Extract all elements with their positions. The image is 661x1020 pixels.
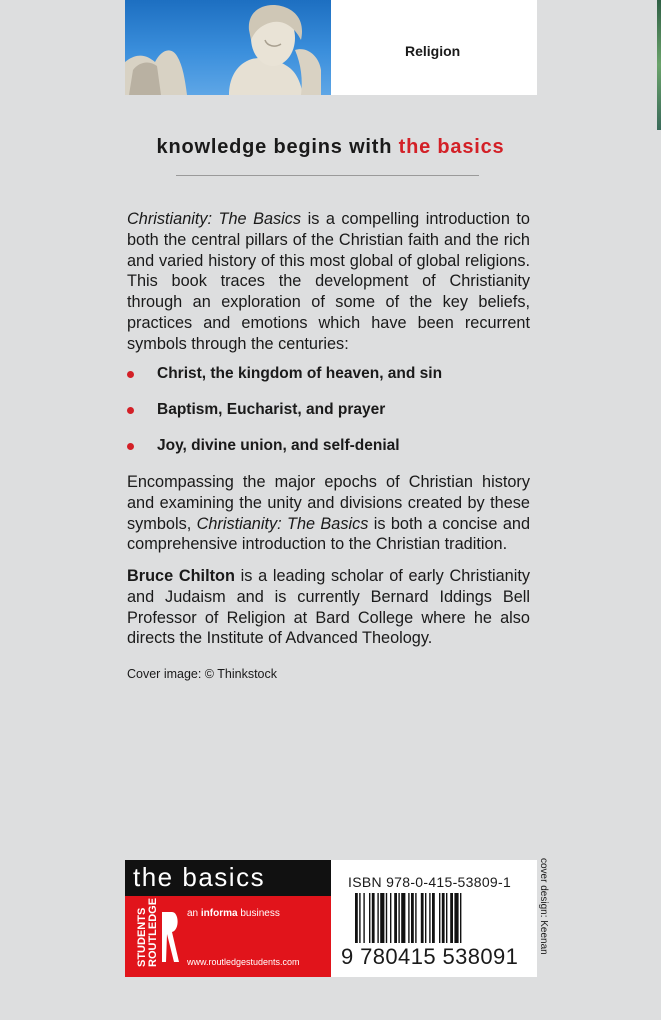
bullet-dot-icon (127, 443, 134, 450)
subject-box (331, 0, 537, 95)
cover-credit: Cover image: © Thinkstock (127, 667, 278, 681)
list-item: Joy, divine union, and self-denial (127, 436, 530, 472)
list-item: Christ, the kingdom of heaven, and sin (127, 364, 530, 400)
list-item: Baptism, Eucharist, and prayer (127, 400, 530, 436)
topic-list (127, 364, 530, 472)
author-bio-text: is a leading scholar of early Christianity and Judaism and is currently Bernard Iddings Bell Professor of Religion at Bard College where he also directs the Institute of Advanced Theology. (127, 567, 530, 648)
summary-end: is both a concise and comprehensive introduction to the Christian tradition. (127, 514, 531, 554)
isbn-label: ISBN 978-0-415-53809-1 (348, 874, 512, 890)
intro-paragraph (127, 209, 530, 355)
intro-text: is a compelling introduction to both the central pillars of the Christian faith and the rich and varied history of this most global of global religions. This book traces the development of Christianity through an exploration of some of the key beliefs, practices and emotions which have been recurrent symbols through the centuries: (127, 210, 530, 353)
informa-tagline: an informa business (187, 908, 280, 919)
series-logo: the basics (133, 862, 266, 892)
tagline-prefix: knowledge begins with (156, 136, 393, 158)
barcode-box (331, 860, 537, 977)
series-tagline (0, 136, 661, 159)
series-logo-box (125, 860, 331, 896)
edge-strip (657, 0, 661, 130)
publisher-name: ROUTLEDGE (147, 897, 159, 967)
cover-design-credit: cover design: Keenan (538, 858, 549, 955)
barcode-digits: 9 780415 538091 (341, 944, 519, 969)
bullet-dot-icon (127, 407, 134, 414)
summary-paragraph (127, 472, 530, 555)
book-title: Christianity: The Basics (127, 210, 302, 228)
tagline-accent: the basics (398, 136, 505, 158)
bullet-dot-icon (127, 371, 134, 378)
angel-statue-illustration (125, 0, 331, 95)
summary-book-title: Christianity: The Basics (196, 514, 369, 533)
author-name: Bruce Chilton (127, 567, 235, 585)
subject-label: Religion (405, 43, 461, 59)
author-bio (127, 566, 530, 649)
divider (176, 175, 479, 176)
barcode-icon (355, 893, 515, 943)
publisher-box (125, 896, 331, 977)
students-label: STUDENTS (136, 907, 148, 967)
routledge-r-logo-icon (159, 908, 181, 966)
cover-image (125, 0, 331, 95)
summary-start: Encompassing the major epochs of Christian history and examining the unity and divisions created by these symbols, (127, 473, 530, 533)
publisher-website: www.routledgestudents.com (187, 957, 300, 967)
